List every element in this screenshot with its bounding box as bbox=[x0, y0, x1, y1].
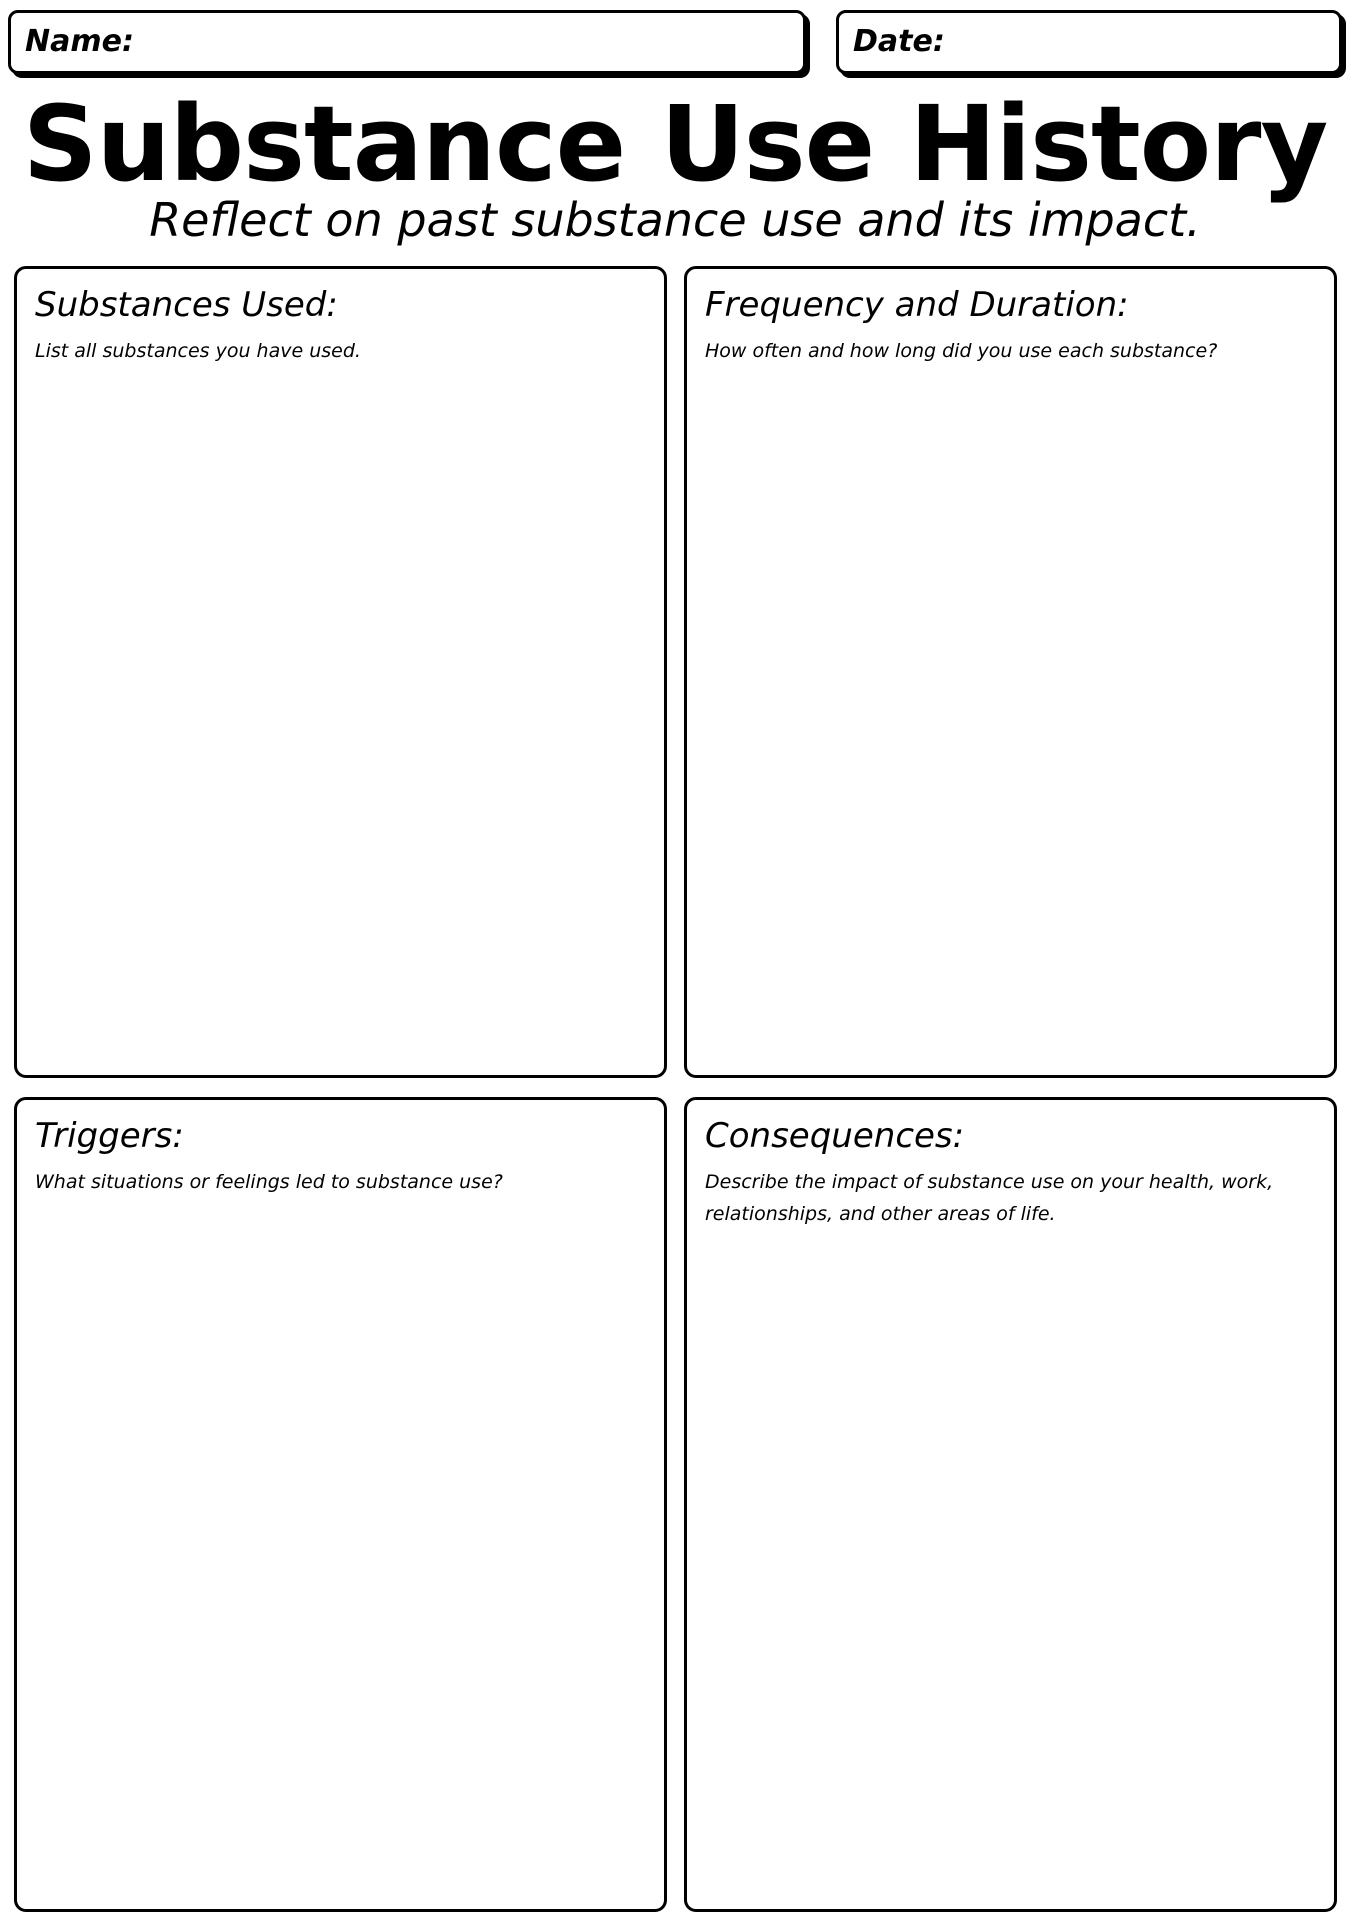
page-title: Substance Use History bbox=[22, 83, 1328, 205]
substances-used-panel[interactable] bbox=[14, 266, 667, 1078]
date-field[interactable] bbox=[836, 10, 1342, 74]
consequences-title: Consequences: bbox=[705, 1116, 965, 1156]
frequency-duration-panel[interactable] bbox=[684, 266, 1337, 1078]
triggers-panel[interactable] bbox=[14, 1097, 667, 1912]
consequences-description: Describe the impact of substance use on your health, work, relationships, and other areas of life. bbox=[705, 1171, 1274, 1225]
frequency-duration-description: How often and how long did you use each substance? bbox=[705, 340, 1218, 362]
page-subtitle: Reflect on past substance use and its impact. bbox=[149, 193, 1201, 247]
date-label: Date: bbox=[853, 24, 945, 59]
name-field[interactable] bbox=[8, 10, 806, 74]
triggers-title: Triggers: bbox=[35, 1116, 184, 1156]
substances-used-description: List all substances you have used. bbox=[35, 340, 361, 362]
triggers-description: What situations or feelings led to substance use? bbox=[35, 1171, 503, 1193]
consequences-panel[interactable] bbox=[684, 1097, 1337, 1912]
name-label: Name: bbox=[25, 24, 134, 59]
frequency-duration-title: Frequency and Duration: bbox=[705, 285, 1129, 325]
substances-used-title: Substances Used: bbox=[35, 285, 338, 325]
